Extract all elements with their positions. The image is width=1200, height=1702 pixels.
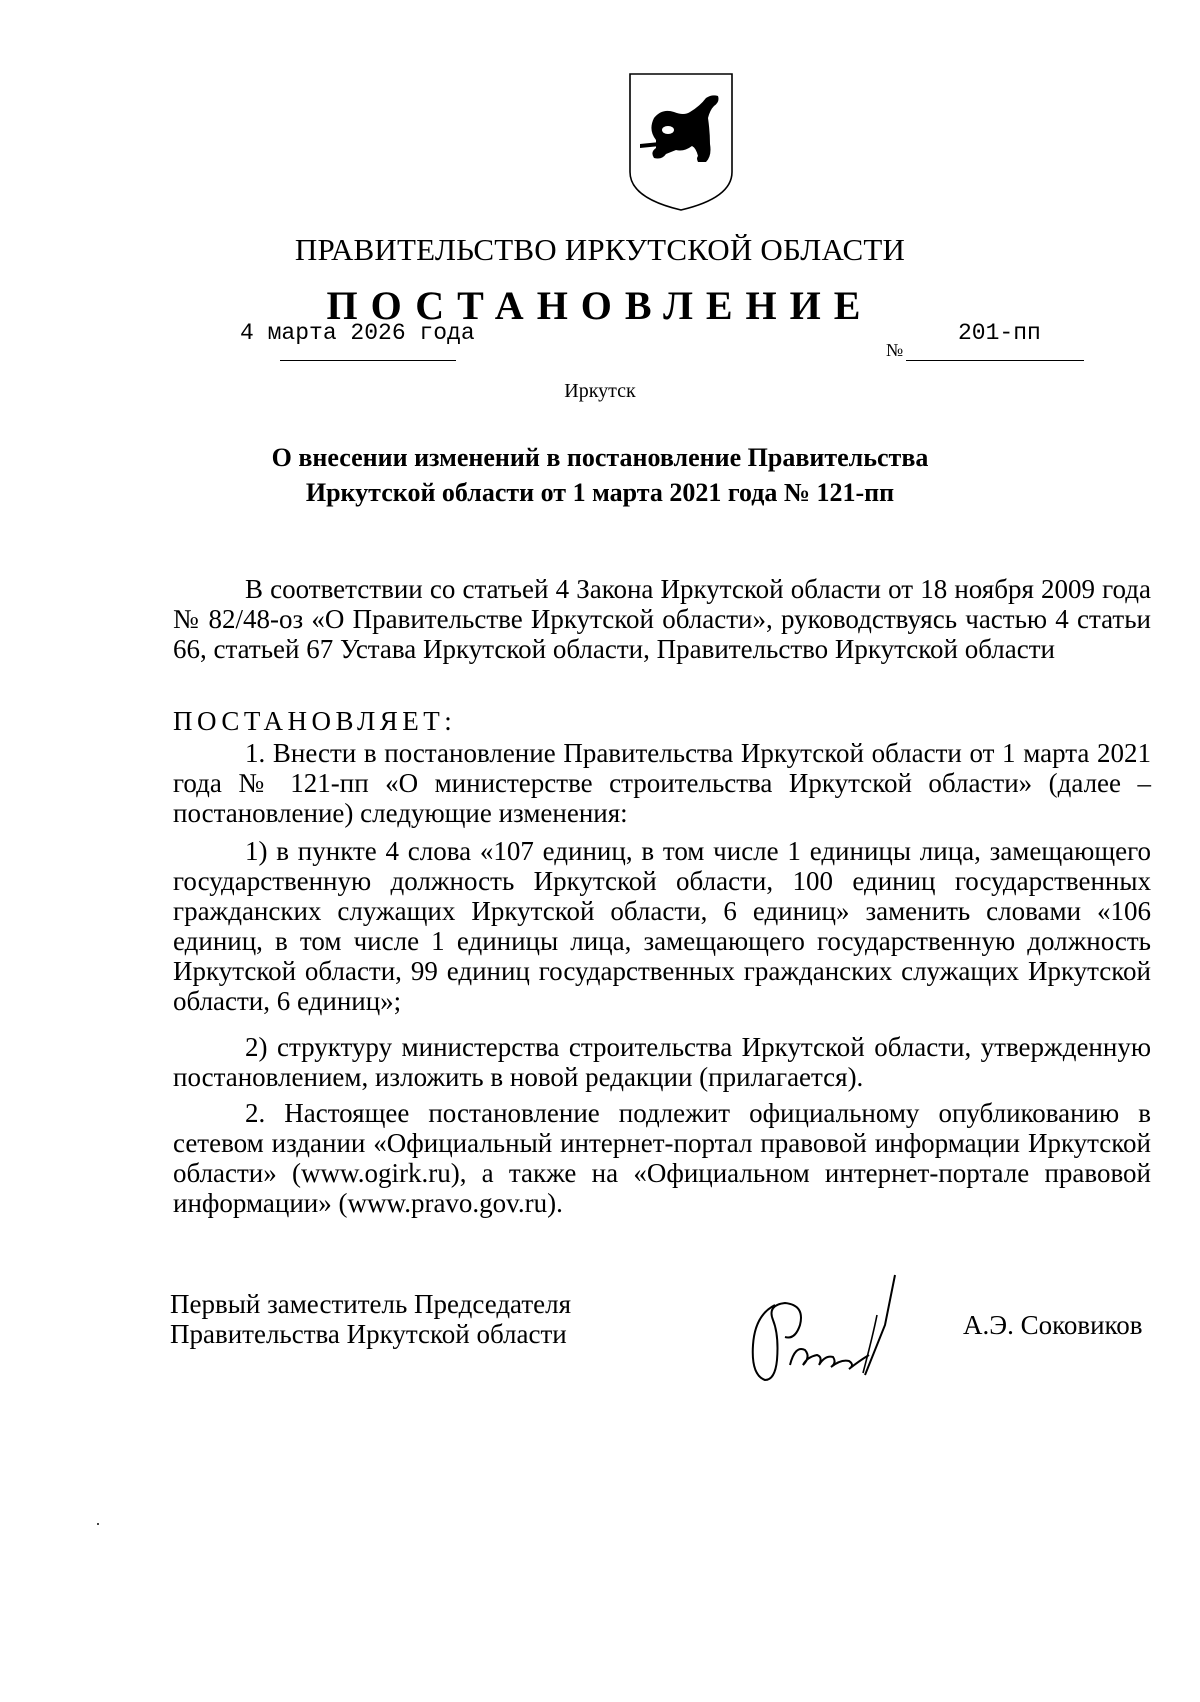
resolves-heading: ПОСТАНОВЛЯЕТ: xyxy=(173,706,457,736)
item-2: 2. Настоящее постановление подлежит официальному опубликованию в сетевом издании «Официальный интернет-портал правовой информации Иркутской области» (www.ogirk.ru), а также на «Официальном интернет-портале правовой информации» (www.pravo.gov.ru). xyxy=(173,1098,1151,1218)
signer-position xyxy=(170,1289,571,1349)
item-1: 1. Внести в постановление Правительства Иркутской области от 1 марта 2021 года № 121-пп «О министерстве строительства Иркутской области» (далее – постановление) следующие изменения: xyxy=(173,738,1151,828)
handwritten-signature xyxy=(745,1265,945,1395)
number-underline xyxy=(906,360,1084,361)
date-underline xyxy=(280,360,456,361)
title-line-1: О внесении изменений в постановление Правительства xyxy=(271,443,929,472)
city: Иркутск xyxy=(564,380,636,402)
item-1-subitem-2: 2) структуру министерства строительства Иркутской области, утвержденную постановлением, изложить в новой редакции (прилагается). xyxy=(173,1032,1151,1092)
document-type: ПОСТАНОВЛЕНИЕ xyxy=(326,283,874,328)
government-name: ПРАВИТЕЛЬСТВО ИРКУТСКОЙ ОБЛАСТИ xyxy=(294,232,906,267)
coat-of-arms-icon xyxy=(626,72,736,212)
number-sign: № xyxy=(886,340,904,360)
item-1-subitem-1: 1) в пункте 4 слова «107 единиц, в том числе 1 единицы лица, замещающего государственную должность Иркутской области, 100 единиц государственных гражданских служащих Иркутской области, 6 единиц» заменить словами «106 единиц, в том числе 1 единицы лица, замещающего государственную должность Иркутской области, 99 единиц государственных гражданских служащих Иркутской области, 6 единиц»; xyxy=(173,836,1151,1016)
document-date: 4 марта 2026 года xyxy=(240,320,475,346)
signer-name: А.Э. Соковиков xyxy=(963,1310,1143,1340)
scan-speck xyxy=(97,1523,99,1525)
title-line-2: Иркутской области от 1 марта 2021 года № 121-пп xyxy=(305,478,895,507)
signer-position-line-1: Первый заместитель Председателя xyxy=(170,1289,572,1319)
document-title xyxy=(0,440,1200,510)
signer-position-line-2: Правительства Иркутской области xyxy=(170,1319,567,1349)
document-number: 201-пп xyxy=(958,320,1041,346)
preamble-paragraph: В соответствии со статьей 4 Закона Иркутской области от 18 ноября 2009 года № 82/48-оз «О Правительстве Иркутской области», руководствуясь частью 4 статьи 66, статьей 67 Устава Иркутской области, Правительство Иркутской области xyxy=(173,574,1151,664)
